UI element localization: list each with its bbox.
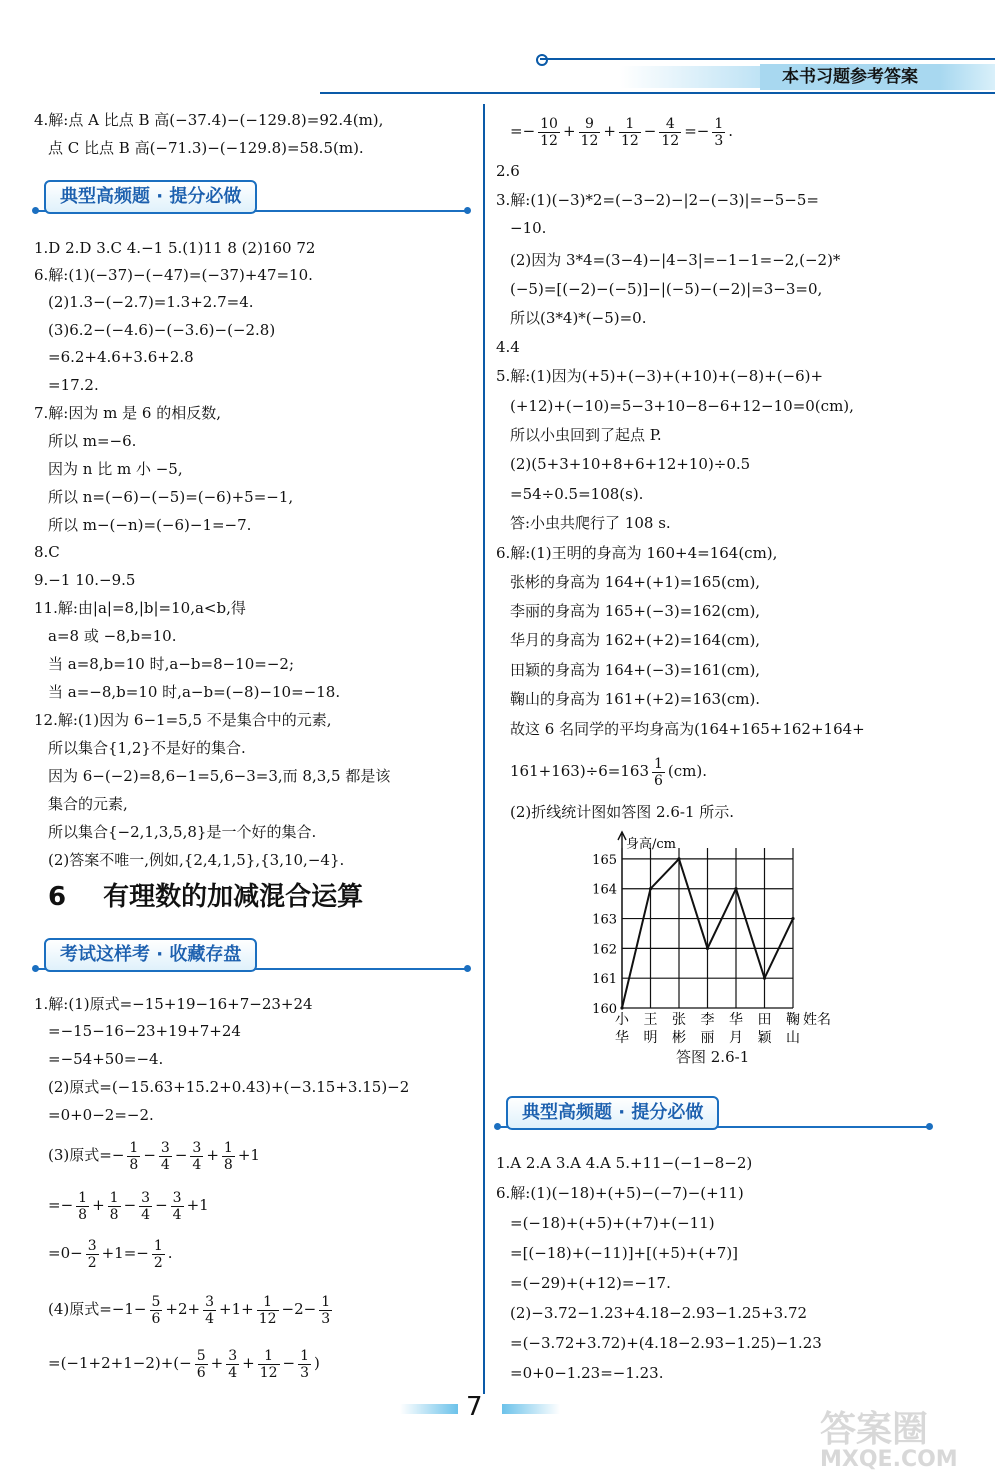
numerator: 1 <box>300 1347 310 1364</box>
banner-title: 考试这样考 · 收藏存盘 <box>44 938 257 972</box>
answer-line: a=8 或 −8,b=10. <box>48 627 177 645</box>
section-banner <box>34 938 474 972</box>
denominator: 4 <box>160 1156 170 1173</box>
fraction <box>652 756 665 789</box>
answer-line: 答:小虫共爬行了 108 s. <box>510 514 671 532</box>
math-line <box>510 752 707 790</box>
section-number: 6 <box>48 882 67 912</box>
y-tick-label: 163 <box>592 912 617 928</box>
answer-line: 张彬的身高为 164+(+1)=165(cm), <box>510 573 761 591</box>
denominator: 8 <box>109 1206 119 1223</box>
header-title: 本书习题参考答案 <box>760 64 940 90</box>
banner-dot <box>494 1123 501 1130</box>
banner-dot <box>926 1123 933 1130</box>
math-line: (3)原式=− $\frac{1}{8}$ − $\frac{3}{4}$ − $\frac{3}{4}$ + $\frac{1}{8}$ +1 <box>48 1139 260 1173</box>
line-chart <box>592 832 836 1046</box>
numerator: 3 <box>172 1189 182 1206</box>
answer-line: 1.A 2.A 3.A 4.A 5.+11−(−1−8−2) <box>496 1154 753 1172</box>
fraction <box>203 1294 216 1327</box>
header-rule-lower <box>320 92 995 94</box>
y-tick-label: 162 <box>592 942 617 958</box>
numerator: 1 <box>258 1348 280 1365</box>
answer-line: 所以(3*4)*(−5)=0. <box>510 309 647 327</box>
page-number: 7 <box>466 1392 483 1422</box>
x-tick-label: 鞠 <box>786 1012 800 1028</box>
denominator: 12 <box>661 132 680 149</box>
fraction <box>190 1140 203 1173</box>
math-text: − <box>282 1354 296 1372</box>
answer-line: =−15−16−23+19+7+24 <box>48 1022 241 1040</box>
math-line: =0− $\frac{3}{2}$ +1=− $\frac{1}{2}$ . <box>48 1237 173 1271</box>
fraction <box>76 1190 89 1223</box>
math-text: −2− <box>281 1300 317 1318</box>
fraction <box>298 1348 311 1381</box>
data-point <box>677 857 680 860</box>
math-line: =− $\frac{1}{8}$ + $\frac{1}{8}$ − $\frac{3}{4}$ − $\frac{3}{4}$ +1 <box>48 1189 209 1223</box>
data-point <box>734 887 737 890</box>
x-tick-label: 彬 <box>672 1030 686 1046</box>
math-text: ) <box>314 1354 320 1372</box>
denominator: 8 <box>78 1206 88 1223</box>
math-line: =− $\frac{10}{12}$ + $\frac{9}{12}$ + $\frac{1}{12}$ − $\frac{4}{12}$ =− $\frac{1}{3}$ . <box>510 115 734 149</box>
answer-line: =(−3.72+3.72)+(4.18−2.93−1.25)−1.23 <box>510 1334 822 1352</box>
answer-line: 6.解:(1)王明的身高为 160+4=164(cm), <box>496 544 778 562</box>
denominator: 8 <box>223 1156 233 1173</box>
answer-line: 所以 n=(−6)−(−5)=(−6)+5=−1, <box>48 488 294 506</box>
denominator: 2 <box>87 1254 97 1271</box>
denominator: 6 <box>151 1310 161 1327</box>
answer-line: (2)1.3−(−2.7)=1.3+2.7=4. <box>48 293 254 311</box>
figure-caption: 答图 2.6-1 <box>676 1048 750 1066</box>
numerator: 3 <box>228 1347 238 1364</box>
fraction <box>258 1348 280 1381</box>
numerator: 1 <box>223 1139 233 1156</box>
fraction <box>86 1238 99 1271</box>
watermark-url: MXQE.COM <box>820 1447 958 1472</box>
denominator: 12 <box>259 1364 278 1381</box>
math-line <box>48 1292 335 1327</box>
banner-dot <box>464 207 471 214</box>
answer-line: 点 C 比点 B 高(−71.3)−(−129.8)=58.5(m). <box>48 139 364 157</box>
denominator: 6 <box>654 772 663 789</box>
numerator: 5 <box>196 1347 206 1364</box>
x-tick-label: 张 <box>672 1012 686 1028</box>
data-point <box>649 887 652 890</box>
answer-line: 4.4 <box>496 338 520 356</box>
data-point <box>791 917 794 920</box>
answer-line: (2)因为 3*4=(3−4)−|4−3|=−1−1=−2,(−2)* <box>510 251 841 269</box>
answer-line: 故这 6 名同学的平均身高为(164+165+162+164+ <box>510 720 865 738</box>
denominator: 3 <box>714 132 724 149</box>
denominator: 4 <box>172 1206 182 1223</box>
answer-line: (2)原式=(−15.63+15.2+0.43)+(−3.15+3.15)−2 <box>48 1078 410 1096</box>
answer-line: 所以集合{1,2}不是好的集合. <box>48 739 246 757</box>
numerator: 1 <box>654 755 663 772</box>
fraction <box>152 1238 165 1271</box>
answer-line: 鞠山的身高为 161+(+2)=163(cm). <box>510 690 761 708</box>
answer-line: =54÷0.5=108(s). <box>510 485 644 503</box>
column-divider <box>483 104 485 1394</box>
denominator: 2 <box>153 1254 163 1271</box>
y-tick-label: 164 <box>592 882 617 898</box>
answer-line: 12.解:(1)因为 6−1=5,5 不是集合中的元素, <box>34 711 332 729</box>
answer-line: =[(−18)+(−11)]+[(+5)+(+7)] <box>510 1244 739 1262</box>
fraction <box>619 116 641 149</box>
x-tick-label: 丽 <box>700 1030 715 1046</box>
math-text: (3)原式=− <box>48 1146 125 1164</box>
denominator: 4 <box>141 1206 151 1223</box>
y-tick-label: 161 <box>592 972 617 988</box>
header-tail <box>940 64 995 90</box>
math-text: (4)原式=−1− <box>48 1300 147 1318</box>
answer-line: 因为 6−(−2)=8,6−1=5,6−3=3,而 8,3,5 都是该 <box>48 767 391 785</box>
math-text: + <box>242 1354 255 1372</box>
answer-line: (2)−3.72−1.23+4.18−2.93−1.25+3.72 <box>510 1304 808 1322</box>
page-number-bar <box>502 1404 560 1414</box>
answer-line: 所以集合{−2,1,3,5,8}是一个好的集合. <box>48 823 317 841</box>
answer-line: 当 a=8,b=10 时,a−b=8−10=−2; <box>48 655 294 673</box>
x-tick-label: 颖 <box>757 1030 772 1046</box>
watermark-text: 答案圈 <box>820 1409 929 1450</box>
numerator: 1 <box>153 1237 163 1254</box>
math-text: +2+ <box>165 1300 201 1318</box>
answer-line: =(−18)+(+5)+(+7)+(−11) <box>510 1214 715 1232</box>
numerator: 3 <box>192 1139 202 1156</box>
denominator: 6 <box>196 1364 206 1381</box>
answer-line: (2)(5+3+10+8+6+12+10)÷0.5 <box>510 455 751 473</box>
math-text: =− <box>48 1196 74 1214</box>
banner-dot <box>32 965 39 972</box>
answer-line: =6.2+4.6+3.6+2.8 <box>48 348 194 366</box>
denominator: 12 <box>258 1310 277 1327</box>
fraction <box>195 1348 208 1381</box>
fraction <box>659 116 681 149</box>
math-line <box>48 1346 320 1381</box>
math-text: + <box>603 122 616 140</box>
math-text: + <box>562 122 576 140</box>
answer-line: (2)答案不唯一,例如,{2,4,1,5},{3,10,−4}. <box>48 851 345 869</box>
section-title: 有理数的加减混合运算 <box>103 882 364 912</box>
section-banner <box>34 180 474 214</box>
fraction <box>226 1348 239 1381</box>
banner-dot <box>464 965 471 972</box>
answer-line: 因为 n 比 m 小 −5, <box>48 460 183 478</box>
answer-line: 集合的元素, <box>48 795 128 813</box>
fraction <box>222 1140 235 1173</box>
data-point <box>706 947 709 950</box>
answer-line: 5.解:(1)因为(+5)+(−3)+(+10)+(−8)+(−6)+ <box>496 367 824 385</box>
x-axis-label: 姓名 <box>803 1012 831 1028</box>
y-axis-label: 身高/cm <box>626 837 676 852</box>
x-tick-label: 王 <box>643 1012 658 1028</box>
answer-line: 所以 m−(−n)=(−6)−1=−7. <box>48 516 252 534</box>
math-text: 161+163)÷6=163 <box>510 762 649 780</box>
numerator: 5 <box>151 1293 161 1310</box>
math-text: − <box>643 122 657 140</box>
x-tick-label: 山 <box>786 1030 800 1046</box>
answer-line: 华月的身高为 162+(+2)=164(cm), <box>510 631 761 649</box>
page-number-bar <box>400 1404 458 1414</box>
answer-line: −10. <box>510 219 547 237</box>
denominator: 3 <box>300 1364 310 1381</box>
banner-title: 典型高频题 · 提分必做 <box>44 180 257 214</box>
y-tick-label: 165 <box>592 852 617 868</box>
fraction <box>171 1190 184 1223</box>
numerator: 3 <box>160 1139 170 1156</box>
math-text: +1+ <box>219 1300 254 1318</box>
fraction <box>127 1140 140 1173</box>
answer-line: 6.解:(1)(−18)+(+5)−(−7)−(+11) <box>496 1184 744 1202</box>
fraction <box>257 1294 279 1327</box>
x-tick-label: 华 <box>729 1012 743 1028</box>
numerator: 3 <box>87 1237 97 1254</box>
chart-svg <box>592 832 836 1046</box>
answer-line: =−54+50=−4. <box>48 1050 164 1068</box>
answer-line: 2.6 <box>496 162 520 180</box>
answer-line: 1.解:(1)原式=−15+19−16+7−23+24 <box>34 995 313 1013</box>
denominator: 4 <box>192 1156 202 1173</box>
data-point <box>620 1006 623 1009</box>
denominator: 4 <box>205 1310 215 1327</box>
denominator: 12 <box>580 132 599 149</box>
answer-line: =(−29)+(+12)=−17. <box>510 1274 671 1292</box>
numerator: 1 <box>109 1189 119 1206</box>
math-text: (cm). <box>667 762 708 780</box>
answer-line: (2)折线统计图如答图 2.6-1 所示. <box>510 803 735 821</box>
denominator: 8 <box>129 1156 139 1173</box>
banner-dot <box>32 207 39 214</box>
math-text: =(−1+2+1−2)+(− <box>48 1354 192 1372</box>
answer-line: 田颖的身高为 164+(−3)=161(cm), <box>510 661 761 679</box>
answer-line: 6.解:(1)(−37)−(−47)=(−37)+47=10. <box>34 266 313 284</box>
math-text: =− <box>684 122 710 140</box>
numerator: 4 <box>659 116 681 133</box>
data-point <box>763 977 766 980</box>
x-tick-label: 小 <box>615 1012 629 1028</box>
numerator: 1 <box>257 1294 279 1311</box>
answer-line: (3)6.2−(−4.6)−(−3.6)−(−2.8) <box>48 321 276 339</box>
answer-line: 所以小虫回到了起点 P. <box>510 426 662 444</box>
answer-line: 3.解:(1)(−3)*2=(−3−2)−|2−(−3)|=−5−5= <box>496 191 819 209</box>
header-gradient <box>620 66 760 88</box>
answer-line: 所以 m=−6. <box>48 432 137 450</box>
x-tick-label: 月 <box>729 1030 743 1046</box>
denominator: 3 <box>321 1310 331 1327</box>
answer-line: 李丽的身高为 165+(−3)=162(cm), <box>510 602 761 620</box>
math-text: =0− <box>48 1244 83 1262</box>
math-text: + <box>210 1354 224 1372</box>
numerator: 1 <box>129 1139 139 1156</box>
answer-line: =17.2. <box>48 376 99 394</box>
x-tick-label: 华 <box>615 1030 629 1046</box>
fraction <box>319 1294 332 1327</box>
fraction <box>538 116 560 149</box>
y-tick-label: 160 <box>592 1002 617 1017</box>
section-banner <box>496 1096 936 1130</box>
denominator: 4 <box>228 1364 238 1381</box>
fraction <box>159 1140 172 1173</box>
fraction <box>139 1190 152 1223</box>
numerator: 9 <box>579 116 601 133</box>
numerator: 1 <box>619 116 641 133</box>
math-text: =− <box>510 122 536 140</box>
x-tick-label: 明 <box>643 1030 658 1046</box>
fraction <box>150 1294 163 1327</box>
header-dot <box>536 54 548 66</box>
fraction <box>712 116 725 149</box>
numerator: 10 <box>540 115 558 132</box>
numerator: 1 <box>714 115 724 132</box>
numerator: 1 <box>78 1189 88 1206</box>
fraction <box>108 1190 121 1223</box>
answer-line: (+12)+(−10)=5−3+10−8−6+12−10=0(cm), <box>510 397 854 415</box>
answer-line: 7.解:因为 m 是 6 的相反数, <box>34 404 221 422</box>
answer-line: (−5)=[(−2)−(−5)]−|(−5)−(−2)|=3−3=0, <box>510 280 823 298</box>
watermark <box>820 1409 958 1472</box>
math-text: +1=− <box>101 1244 149 1262</box>
answer-line: 9.−1 10.−9.5 <box>34 571 136 589</box>
answer-line: 8.C <box>34 543 60 561</box>
answer-line: 4.解:点 A 比点 B 高(−37.4)−(−129.8)=92.4(m), <box>34 111 384 129</box>
fraction <box>579 116 601 149</box>
answer-line: 当 a=−8,b=10 时,a−b=(−8)−10=−18. <box>48 683 341 701</box>
answer-line: 1.D 2.D 3.C 4.−1 5.(1)11 8 (2)160 72 <box>34 239 316 257</box>
numerator: 1 <box>321 1293 331 1310</box>
denominator: 12 <box>540 132 558 149</box>
denominator: 12 <box>620 132 639 149</box>
answer-line: =0+0−2=−2. <box>48 1106 154 1124</box>
header-rule <box>540 58 995 60</box>
numerator: 3 <box>141 1189 151 1206</box>
section-heading <box>48 876 363 913</box>
answer-line: 11.解:由|a|=8,|b|=10,a<b,得 <box>34 599 246 617</box>
x-tick-label: 田 <box>757 1012 772 1028</box>
answer-line: =0+0−1.23=−1.23. <box>510 1364 664 1382</box>
numerator: 3 <box>205 1293 215 1310</box>
banner-title: 典型高频题 · 提分必做 <box>506 1096 719 1130</box>
x-tick-label: 李 <box>700 1012 715 1028</box>
